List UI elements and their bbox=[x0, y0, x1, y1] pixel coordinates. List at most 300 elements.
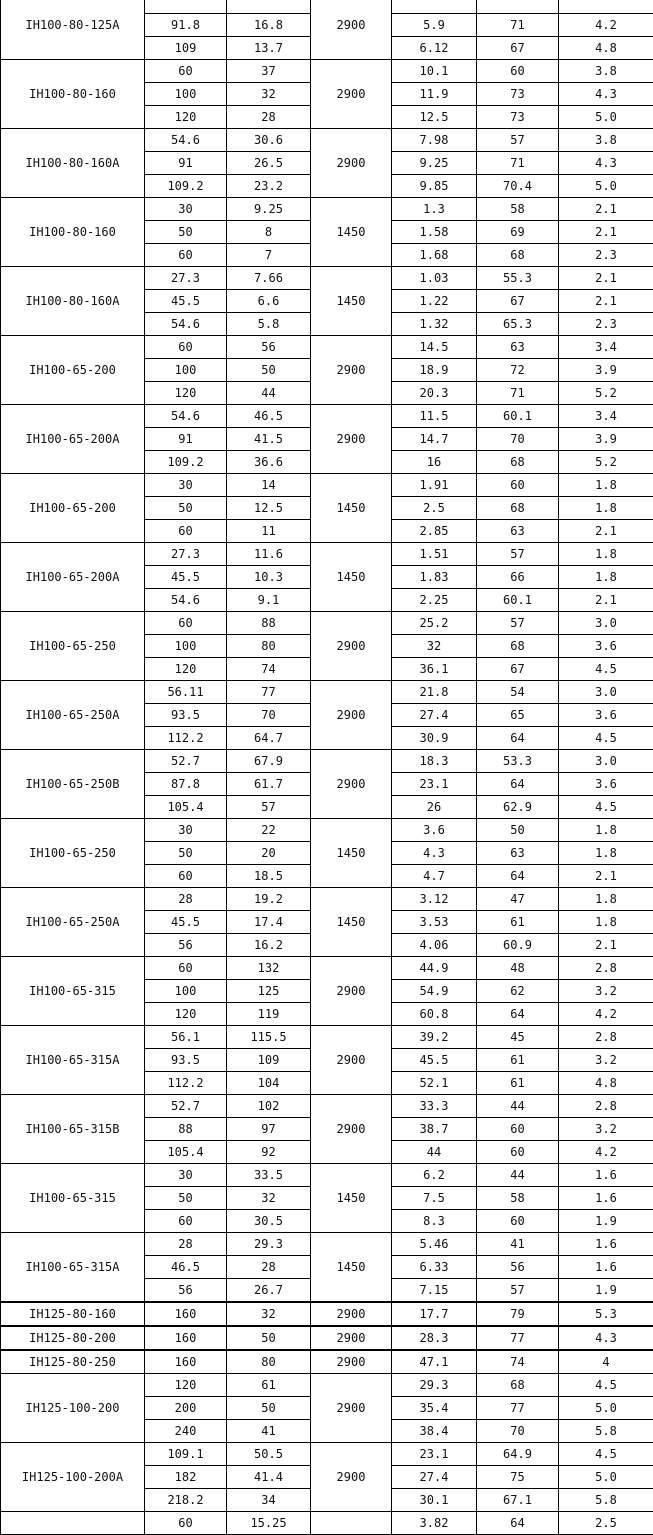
speed-cell: 2900 bbox=[311, 60, 392, 129]
speed-cell: 2900 bbox=[311, 1374, 392, 1443]
efficiency-cell: 41 bbox=[477, 1233, 559, 1256]
npsh-cell: 1.8 bbox=[559, 911, 653, 934]
head-cell: 23.2 bbox=[227, 175, 311, 198]
power-cell: 6.12 bbox=[392, 37, 477, 60]
power-cell: 1.83 bbox=[392, 566, 477, 589]
power-cell: 1.51 bbox=[392, 543, 477, 566]
flow-cell: 28 bbox=[145, 1233, 227, 1256]
model-cell: IH125-80-200 bbox=[1, 1326, 145, 1350]
npsh-cell: 1.6 bbox=[559, 1187, 653, 1210]
speed-cell: 2900 bbox=[311, 612, 392, 681]
npsh-cell: 3.9 bbox=[559, 359, 653, 382]
model-cell: IH125-100-200A bbox=[1, 1443, 145, 1512]
npsh-cell: 5.2 bbox=[559, 382, 653, 405]
npsh-cell: 2.1 bbox=[559, 520, 653, 543]
flow-cell: 218.2 bbox=[145, 1489, 227, 1512]
flow-cell: 45.5 bbox=[145, 566, 227, 589]
efficiency-cell: 62 bbox=[477, 980, 559, 1003]
speed-cell: 1450 bbox=[311, 819, 392, 888]
power-cell: 30.9 bbox=[392, 727, 477, 750]
efficiency-cell: 60 bbox=[477, 1118, 559, 1141]
efficiency-cell: 53.3 bbox=[477, 750, 559, 773]
table-row bbox=[1, 267, 653, 290]
flow-cell: 109.2 bbox=[145, 451, 227, 474]
npsh-cell: 4.5 bbox=[559, 1443, 653, 1466]
efficiency-cell: 70 bbox=[477, 428, 559, 451]
efficiency-cell: 73 bbox=[477, 106, 559, 129]
power-cell: 32 bbox=[392, 635, 477, 658]
flow-cell: 30 bbox=[145, 474, 227, 497]
head-cell: 74 bbox=[227, 658, 311, 681]
power-cell: 60.8 bbox=[392, 1003, 477, 1026]
npsh-cell bbox=[559, 0, 653, 14]
table-body bbox=[1, 0, 653, 1535]
efficiency-cell: 63 bbox=[477, 842, 559, 865]
npsh-cell: 4 bbox=[559, 1350, 653, 1374]
table-row bbox=[1, 0, 653, 14]
efficiency-cell: 60 bbox=[477, 1210, 559, 1233]
efficiency-cell: 77 bbox=[477, 1397, 559, 1420]
flow-cell: 160 bbox=[145, 1350, 227, 1374]
speed-cell: 2900 bbox=[311, 957, 392, 1026]
model-cell: IH100-65-200 bbox=[1, 336, 145, 405]
npsh-cell: 2.1 bbox=[559, 934, 653, 957]
efficiency-cell: 69 bbox=[477, 221, 559, 244]
efficiency-cell: 57 bbox=[477, 129, 559, 152]
model-cell: IH125-100-200 bbox=[1, 1374, 145, 1443]
npsh-cell: 3.0 bbox=[559, 681, 653, 704]
npsh-cell: 5.0 bbox=[559, 1466, 653, 1489]
efficiency-cell: 58 bbox=[477, 1187, 559, 1210]
power-cell: 2.85 bbox=[392, 520, 477, 543]
power-cell: 44 bbox=[392, 1141, 477, 1164]
power-cell: 7.15 bbox=[392, 1279, 477, 1303]
model-cell: IH125-80-250 bbox=[1, 1350, 145, 1374]
efficiency-cell: 57 bbox=[477, 543, 559, 566]
power-cell: 2.5 bbox=[392, 497, 477, 520]
flow-cell: 160 bbox=[145, 1302, 227, 1326]
efficiency-cell: 71 bbox=[477, 382, 559, 405]
table-row bbox=[1, 819, 653, 842]
model-cell: IH100-65-250B bbox=[1, 750, 145, 819]
power-cell: 36.1 bbox=[392, 658, 477, 681]
model-cell: IH100-65-200 bbox=[1, 474, 145, 543]
head-cell: 64.7 bbox=[227, 727, 311, 750]
efficiency-cell: 57 bbox=[477, 1279, 559, 1303]
flow-cell: 30 bbox=[145, 198, 227, 221]
flow-cell: 93.5 bbox=[145, 1049, 227, 1072]
flow-cell: 60 bbox=[145, 612, 227, 635]
npsh-cell: 1.6 bbox=[559, 1164, 653, 1187]
speed-cell: 2900 bbox=[311, 1326, 392, 1350]
flow-cell: 60 bbox=[145, 244, 227, 267]
efficiency-cell: 71 bbox=[477, 14, 559, 37]
efficiency-cell: 45 bbox=[477, 1026, 559, 1049]
efficiency-cell: 73 bbox=[477, 83, 559, 106]
npsh-cell: 3.6 bbox=[559, 635, 653, 658]
power-cell: 12.5 bbox=[392, 106, 477, 129]
head-cell: 13.7 bbox=[227, 37, 311, 60]
flow-cell: 52.7 bbox=[145, 750, 227, 773]
power-cell: 10.1 bbox=[392, 60, 477, 83]
head-cell: 26.7 bbox=[227, 1279, 311, 1303]
model-cell: IH100-80-160 bbox=[1, 198, 145, 267]
head-cell: 32 bbox=[227, 83, 311, 106]
efficiency-cell: 50 bbox=[477, 819, 559, 842]
npsh-cell: 3.2 bbox=[559, 1049, 653, 1072]
head-cell: 7.66 bbox=[227, 267, 311, 290]
npsh-cell: 2.1 bbox=[559, 290, 653, 313]
power-cell bbox=[392, 0, 477, 14]
flow-cell: 200 bbox=[145, 1397, 227, 1420]
flow-cell: 50 bbox=[145, 497, 227, 520]
head-cell: 16.2 bbox=[227, 934, 311, 957]
npsh-cell: 4.8 bbox=[559, 1072, 653, 1095]
head-cell: 80 bbox=[227, 1350, 311, 1374]
efficiency-cell: 64 bbox=[477, 1512, 559, 1535]
npsh-cell: 5.0 bbox=[559, 1397, 653, 1420]
power-cell: 26 bbox=[392, 796, 477, 819]
npsh-cell: 4.3 bbox=[559, 1326, 653, 1350]
table-row bbox=[1, 957, 653, 980]
head-cell: 20 bbox=[227, 842, 311, 865]
model-cell: IH100-80-125A bbox=[1, 0, 145, 60]
npsh-cell: 3.4 bbox=[559, 336, 653, 359]
speed-cell: 2900 bbox=[311, 1443, 392, 1512]
npsh-cell: 1.8 bbox=[559, 888, 653, 911]
power-cell: 2.25 bbox=[392, 589, 477, 612]
flow-cell: 109.1 bbox=[145, 1443, 227, 1466]
flow-cell: 52.7 bbox=[145, 1095, 227, 1118]
head-cell: 50 bbox=[227, 1326, 311, 1350]
head-cell: 33.5 bbox=[227, 1164, 311, 1187]
table-row bbox=[1, 1326, 653, 1350]
model-cell: IH100-65-200A bbox=[1, 405, 145, 474]
power-cell: 18.3 bbox=[392, 750, 477, 773]
speed-cell: 2900 bbox=[311, 1350, 392, 1374]
table-row bbox=[1, 1302, 653, 1326]
flow-cell: 56 bbox=[145, 934, 227, 957]
power-cell: 4.06 bbox=[392, 934, 477, 957]
head-cell: 50 bbox=[227, 1397, 311, 1420]
power-cell: 25.2 bbox=[392, 612, 477, 635]
model-cell: IH100-65-315B bbox=[1, 1095, 145, 1164]
flow-cell: 60 bbox=[145, 865, 227, 888]
npsh-cell: 1.6 bbox=[559, 1233, 653, 1256]
flow-cell: 56 bbox=[145, 1279, 227, 1303]
flow-cell: 50 bbox=[145, 1187, 227, 1210]
power-cell: 20.3 bbox=[392, 382, 477, 405]
head-cell: 44 bbox=[227, 382, 311, 405]
flow-cell: 112.2 bbox=[145, 727, 227, 750]
efficiency-cell: 44 bbox=[477, 1164, 559, 1187]
model-cell: IH100-80-160A bbox=[1, 129, 145, 198]
table-row bbox=[1, 750, 653, 773]
power-cell: 23.1 bbox=[392, 773, 477, 796]
efficiency-cell: 60.9 bbox=[477, 934, 559, 957]
power-cell: 38.7 bbox=[392, 1118, 477, 1141]
model-cell: IH100-65-200A bbox=[1, 543, 145, 612]
head-cell: 57 bbox=[227, 796, 311, 819]
table-row bbox=[1, 1443, 653, 1466]
efficiency-cell: 68 bbox=[477, 244, 559, 267]
efficiency-cell: 68 bbox=[477, 1374, 559, 1397]
head-cell: 29.3 bbox=[227, 1233, 311, 1256]
efficiency-cell: 74 bbox=[477, 1350, 559, 1374]
flow-cell: 105.4 bbox=[145, 1141, 227, 1164]
npsh-cell: 3.2 bbox=[559, 980, 653, 1003]
flow-cell: 120 bbox=[145, 382, 227, 405]
head-cell: 28 bbox=[227, 1256, 311, 1279]
head-cell: 32 bbox=[227, 1187, 311, 1210]
speed-cell: 2900 bbox=[311, 1095, 392, 1164]
head-cell: 41.4 bbox=[227, 1466, 311, 1489]
head-cell: 104 bbox=[227, 1072, 311, 1095]
model-cell: IH100-65-250A bbox=[1, 888, 145, 957]
model-cell: IH100-65-250 bbox=[1, 819, 145, 888]
efficiency-cell: 56 bbox=[477, 1256, 559, 1279]
power-cell: 9.85 bbox=[392, 175, 477, 198]
npsh-cell: 2.3 bbox=[559, 244, 653, 267]
head-cell: 30.5 bbox=[227, 1210, 311, 1233]
power-cell: 6.33 bbox=[392, 1256, 477, 1279]
efficiency-cell: 58 bbox=[477, 198, 559, 221]
head-cell: 67.9 bbox=[227, 750, 311, 773]
power-cell: 21.8 bbox=[392, 681, 477, 704]
head-cell: 36.6 bbox=[227, 451, 311, 474]
head-cell: 19.2 bbox=[227, 888, 311, 911]
power-cell: 1.22 bbox=[392, 290, 477, 313]
flow-cell: 240 bbox=[145, 1420, 227, 1443]
head-cell: 119 bbox=[227, 1003, 311, 1026]
flow-cell: 109.2 bbox=[145, 175, 227, 198]
head-cell: 80 bbox=[227, 635, 311, 658]
power-cell: 45.5 bbox=[392, 1049, 477, 1072]
npsh-cell: 5.8 bbox=[559, 1489, 653, 1512]
efficiency-cell: 65 bbox=[477, 704, 559, 727]
npsh-cell: 2.3 bbox=[559, 313, 653, 336]
npsh-cell: 3.6 bbox=[559, 773, 653, 796]
npsh-cell: 1.8 bbox=[559, 543, 653, 566]
head-cell: 46.5 bbox=[227, 405, 311, 428]
efficiency-cell: 54 bbox=[477, 681, 559, 704]
head-cell: 26.5 bbox=[227, 152, 311, 175]
speed-cell bbox=[311, 1512, 392, 1535]
flow-cell: 28 bbox=[145, 888, 227, 911]
power-cell: 47.1 bbox=[392, 1350, 477, 1374]
power-cell: 9.25 bbox=[392, 152, 477, 175]
table-row bbox=[1, 336, 653, 359]
efficiency-cell: 62.9 bbox=[477, 796, 559, 819]
npsh-cell: 2.1 bbox=[559, 589, 653, 612]
power-cell: 33.3 bbox=[392, 1095, 477, 1118]
flow-cell: 109 bbox=[145, 37, 227, 60]
table-row bbox=[1, 543, 653, 566]
npsh-cell: 3.6 bbox=[559, 704, 653, 727]
power-cell: 7.5 bbox=[392, 1187, 477, 1210]
head-cell: 22 bbox=[227, 819, 311, 842]
table-row bbox=[1, 1350, 653, 1374]
head-cell: 16.8 bbox=[227, 14, 311, 37]
power-cell: 3.82 bbox=[392, 1512, 477, 1535]
head-cell: 50 bbox=[227, 359, 311, 382]
table-row bbox=[1, 474, 653, 497]
head-cell: 70 bbox=[227, 704, 311, 727]
head-cell: 5.8 bbox=[227, 313, 311, 336]
model-cell: IH100-80-160 bbox=[1, 60, 145, 129]
flow-cell: 105.4 bbox=[145, 796, 227, 819]
flow-cell: 160 bbox=[145, 1326, 227, 1350]
flow-cell: 46.5 bbox=[145, 1256, 227, 1279]
efficiency-cell: 60.1 bbox=[477, 589, 559, 612]
table-row bbox=[1, 129, 653, 152]
flow-cell: 45.5 bbox=[145, 911, 227, 934]
npsh-cell: 2.1 bbox=[559, 198, 653, 221]
efficiency-cell: 77 bbox=[477, 1326, 559, 1350]
head-cell: 125 bbox=[227, 980, 311, 1003]
efficiency-cell: 68 bbox=[477, 497, 559, 520]
head-cell: 132 bbox=[227, 957, 311, 980]
npsh-cell: 3.9 bbox=[559, 428, 653, 451]
efficiency-cell: 61 bbox=[477, 911, 559, 934]
npsh-cell: 2.1 bbox=[559, 221, 653, 244]
head-cell: 11 bbox=[227, 520, 311, 543]
head-cell: 109 bbox=[227, 1049, 311, 1072]
speed-cell: 2900 bbox=[311, 1026, 392, 1095]
table-row bbox=[1, 198, 653, 221]
flow-cell: 54.6 bbox=[145, 589, 227, 612]
flow-cell: 27.3 bbox=[145, 543, 227, 566]
npsh-cell: 4.2 bbox=[559, 14, 653, 37]
table-row bbox=[1, 612, 653, 635]
efficiency-cell: 55.3 bbox=[477, 267, 559, 290]
npsh-cell: 3.0 bbox=[559, 750, 653, 773]
power-cell: 5.46 bbox=[392, 1233, 477, 1256]
flow-cell: 60 bbox=[145, 1210, 227, 1233]
head-cell: 11.6 bbox=[227, 543, 311, 566]
table-row bbox=[1, 1233, 653, 1256]
head-cell: 15.25 bbox=[227, 1512, 311, 1535]
head-cell: 88 bbox=[227, 612, 311, 635]
table-row bbox=[1, 1512, 653, 1535]
power-cell: 11.5 bbox=[392, 405, 477, 428]
efficiency-cell: 70.4 bbox=[477, 175, 559, 198]
model-cell: IH100-65-250A bbox=[1, 681, 145, 750]
head-cell: 61.7 bbox=[227, 773, 311, 796]
flow-cell: 87.8 bbox=[145, 773, 227, 796]
efficiency-cell: 44 bbox=[477, 1095, 559, 1118]
speed-cell: 2900 bbox=[311, 750, 392, 819]
flow-cell: 30 bbox=[145, 1164, 227, 1187]
npsh-cell: 2.1 bbox=[559, 267, 653, 290]
head-cell: 7 bbox=[227, 244, 311, 267]
npsh-cell: 5.0 bbox=[559, 106, 653, 129]
speed-cell: 2900 bbox=[311, 681, 392, 750]
power-cell: 5.9 bbox=[392, 14, 477, 37]
head-cell: 12.5 bbox=[227, 497, 311, 520]
flow-cell: 93.5 bbox=[145, 704, 227, 727]
npsh-cell: 5.8 bbox=[559, 1420, 653, 1443]
npsh-cell: 5.3 bbox=[559, 1302, 653, 1326]
power-cell: 11.9 bbox=[392, 83, 477, 106]
head-cell: 77 bbox=[227, 681, 311, 704]
efficiency-cell: 67 bbox=[477, 290, 559, 313]
npsh-cell: 2.1 bbox=[559, 865, 653, 888]
speed-cell: 1450 bbox=[311, 1164, 392, 1233]
power-cell: 18.9 bbox=[392, 359, 477, 382]
efficiency-cell: 63 bbox=[477, 336, 559, 359]
model-cell: IH100-65-315A bbox=[1, 1233, 145, 1303]
head-cell: 9.1 bbox=[227, 589, 311, 612]
npsh-cell: 1.8 bbox=[559, 842, 653, 865]
efficiency-cell: 57 bbox=[477, 612, 559, 635]
flow-cell: 56.1 bbox=[145, 1026, 227, 1049]
head-cell: 41 bbox=[227, 1420, 311, 1443]
npsh-cell: 5.0 bbox=[559, 175, 653, 198]
head-cell: 102 bbox=[227, 1095, 311, 1118]
flow-cell: 120 bbox=[145, 106, 227, 129]
flow-cell: 88 bbox=[145, 1118, 227, 1141]
power-cell: 1.3 bbox=[392, 198, 477, 221]
head-cell: 30.6 bbox=[227, 129, 311, 152]
power-cell: 8.3 bbox=[392, 1210, 477, 1233]
flow-cell: 91 bbox=[145, 152, 227, 175]
flow-cell: 54.6 bbox=[145, 129, 227, 152]
table-row bbox=[1, 1026, 653, 1049]
head-cell: 32 bbox=[227, 1302, 311, 1326]
flow-cell: 120 bbox=[145, 1003, 227, 1026]
power-cell: 14.5 bbox=[392, 336, 477, 359]
speed-cell: 1450 bbox=[311, 1233, 392, 1303]
head-cell: 56 bbox=[227, 336, 311, 359]
head-cell: 61 bbox=[227, 1374, 311, 1397]
head-cell: 34 bbox=[227, 1489, 311, 1512]
npsh-cell: 4.3 bbox=[559, 83, 653, 106]
power-cell: 4.3 bbox=[392, 842, 477, 865]
model-cell: IH100-65-315 bbox=[1, 957, 145, 1026]
flow-cell: 91 bbox=[145, 428, 227, 451]
npsh-cell: 1.9 bbox=[559, 1279, 653, 1303]
flow-cell: 100 bbox=[145, 83, 227, 106]
npsh-cell: 2.8 bbox=[559, 957, 653, 980]
efficiency-cell: 67 bbox=[477, 37, 559, 60]
flow-cell: 112.2 bbox=[145, 1072, 227, 1095]
flow-cell: 60 bbox=[145, 957, 227, 980]
head-cell: 8 bbox=[227, 221, 311, 244]
flow-cell: 100 bbox=[145, 635, 227, 658]
npsh-cell: 4.2 bbox=[559, 1003, 653, 1026]
efficiency-cell: 60 bbox=[477, 60, 559, 83]
head-cell: 92 bbox=[227, 1141, 311, 1164]
flow-cell bbox=[145, 0, 227, 14]
efficiency-cell: 64 bbox=[477, 865, 559, 888]
npsh-cell: 2.8 bbox=[559, 1026, 653, 1049]
flow-cell: 50 bbox=[145, 221, 227, 244]
npsh-cell: 3.4 bbox=[559, 405, 653, 428]
flow-cell: 50 bbox=[145, 842, 227, 865]
flow-cell: 30 bbox=[145, 819, 227, 842]
power-cell: 1.68 bbox=[392, 244, 477, 267]
table-row bbox=[1, 1164, 653, 1187]
efficiency-cell: 64 bbox=[477, 1003, 559, 1026]
power-cell: 4.7 bbox=[392, 865, 477, 888]
table-row bbox=[1, 888, 653, 911]
npsh-cell: 2.8 bbox=[559, 1095, 653, 1118]
efficiency-cell: 63 bbox=[477, 520, 559, 543]
flow-cell: 60 bbox=[145, 1512, 227, 1535]
npsh-cell: 3.2 bbox=[559, 1118, 653, 1141]
npsh-cell: 1.8 bbox=[559, 497, 653, 520]
